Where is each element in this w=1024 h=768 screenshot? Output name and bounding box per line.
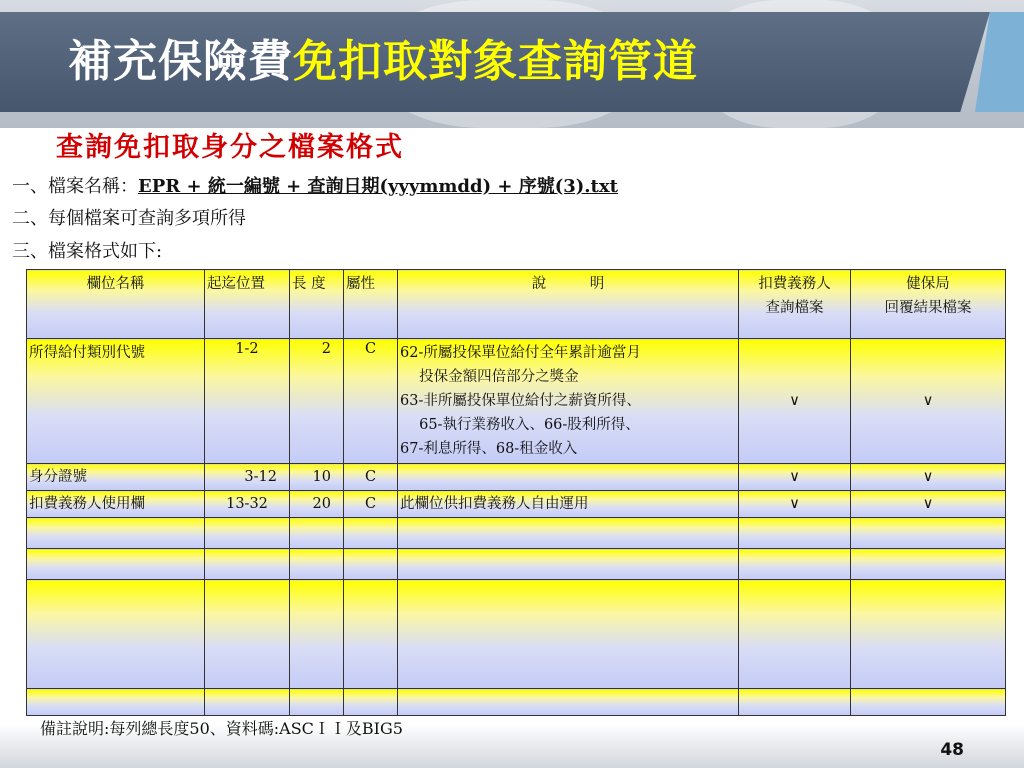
empty-cell (27, 580, 205, 689)
cell-nhi-check: ∨ (851, 464, 1006, 491)
empty-cell (205, 549, 290, 580)
empty-cell (739, 518, 851, 549)
empty-cell (205, 580, 290, 689)
empty-cell (290, 549, 344, 580)
format-intro-line: 三、檔案格式如下: (12, 241, 163, 262)
empty-cell (398, 518, 739, 549)
header-length: 長 度 (290, 270, 344, 339)
empty-cell (851, 689, 1006, 716)
slide-title-part2: 免扣取對象查詢管道 (293, 36, 698, 87)
cell-nhi-check: ∨ (851, 339, 1006, 464)
file-format-table (26, 269, 1006, 716)
empty-cell (290, 689, 344, 716)
slide-title-part1: 補充保險費 (68, 36, 293, 87)
empty-cell (739, 549, 851, 580)
header-field-name: 欄位名稱 (27, 270, 205, 339)
multi-query-line: 二、每個檔案可查詢多項所得 (12, 208, 246, 229)
table-row (27, 464, 1006, 491)
table-row (27, 339, 1006, 464)
header-payer-file: 扣費義務人 查詢檔案 (739, 270, 851, 339)
empty-cell (290, 580, 344, 689)
table-header-row (27, 270, 1006, 339)
empty-cell (344, 689, 398, 716)
cell-field-name: 所得給付類別代號 (27, 339, 205, 464)
empty-cell (27, 689, 205, 716)
cell-attribute: C (344, 464, 398, 491)
empty-cell (344, 549, 398, 580)
empty-table-row (27, 580, 1006, 689)
empty-cell (398, 549, 739, 580)
empty-cell (851, 580, 1006, 689)
cell-length: 2 (290, 339, 344, 464)
table-row (27, 491, 1006, 518)
empty-cell (205, 518, 290, 549)
empty-table-row (27, 518, 1006, 549)
empty-cell (344, 580, 398, 689)
section-subtitle: 查詢免扣取身分之檔案格式 (56, 132, 404, 163)
cell-payer-check: ∨ (739, 491, 851, 518)
cell-attribute: C (344, 491, 398, 518)
cell-field-name: 身分證號 (27, 464, 205, 491)
empty-cell (290, 518, 344, 549)
empty-cell (398, 580, 739, 689)
footnote: 備註說明:每列總長度50、資料碼:ASCＩＩ及BIG5 (40, 719, 403, 738)
empty-cell (27, 518, 205, 549)
empty-table-row (27, 689, 1006, 716)
empty-cell (398, 689, 739, 716)
header-band (0, 0, 1024, 128)
header-nhi-file: 健保局 回覆結果檔案 (851, 270, 1006, 339)
cell-attribute: C (344, 339, 398, 464)
header-position: 起迄位置 (205, 270, 290, 339)
page-number: 48 (940, 740, 964, 760)
cell-position: 13-32 (205, 491, 290, 518)
cell-nhi-check: ∨ (851, 491, 1006, 518)
empty-cell (205, 689, 290, 716)
filename-format: EPR + 統一編號 + 查詢日期(yyymmdd) + 序號(3).txt (138, 176, 618, 197)
filename-label: 一、檔案名稱： (12, 176, 138, 197)
slide-title (68, 22, 698, 102)
cell-payer-check: ∨ (739, 464, 851, 491)
cell-length: 20 (290, 491, 344, 518)
empty-cell (739, 689, 851, 716)
empty-table-row (27, 549, 1006, 580)
cell-description: 62-所屬投保單位給付全年累計逾當月 投保金額四倍部分之獎金 63-非所屬投保單位給付之薪資所得、 65-執行業務收入、66-股利所得、 67-利息所得、68-租金收入 (398, 339, 739, 464)
cell-description (398, 464, 739, 491)
cell-length: 10 (290, 464, 344, 491)
header-description: 說 明 (398, 270, 739, 339)
cell-field-name: 扣費義務人使用欄 (27, 491, 205, 518)
cell-payer-check: ∨ (739, 339, 851, 464)
cell-description: 此欄位供扣費義務人自由運用 (398, 491, 739, 518)
cell-position: 3-12 (205, 464, 290, 491)
empty-cell (344, 518, 398, 549)
cell-position: 1-2 (205, 339, 290, 464)
empty-cell (851, 549, 1006, 580)
filename-line (12, 172, 618, 198)
empty-cell (739, 580, 851, 689)
empty-cell (27, 549, 205, 580)
empty-cell (851, 518, 1006, 549)
header-attribute: 屬性 (344, 270, 398, 339)
